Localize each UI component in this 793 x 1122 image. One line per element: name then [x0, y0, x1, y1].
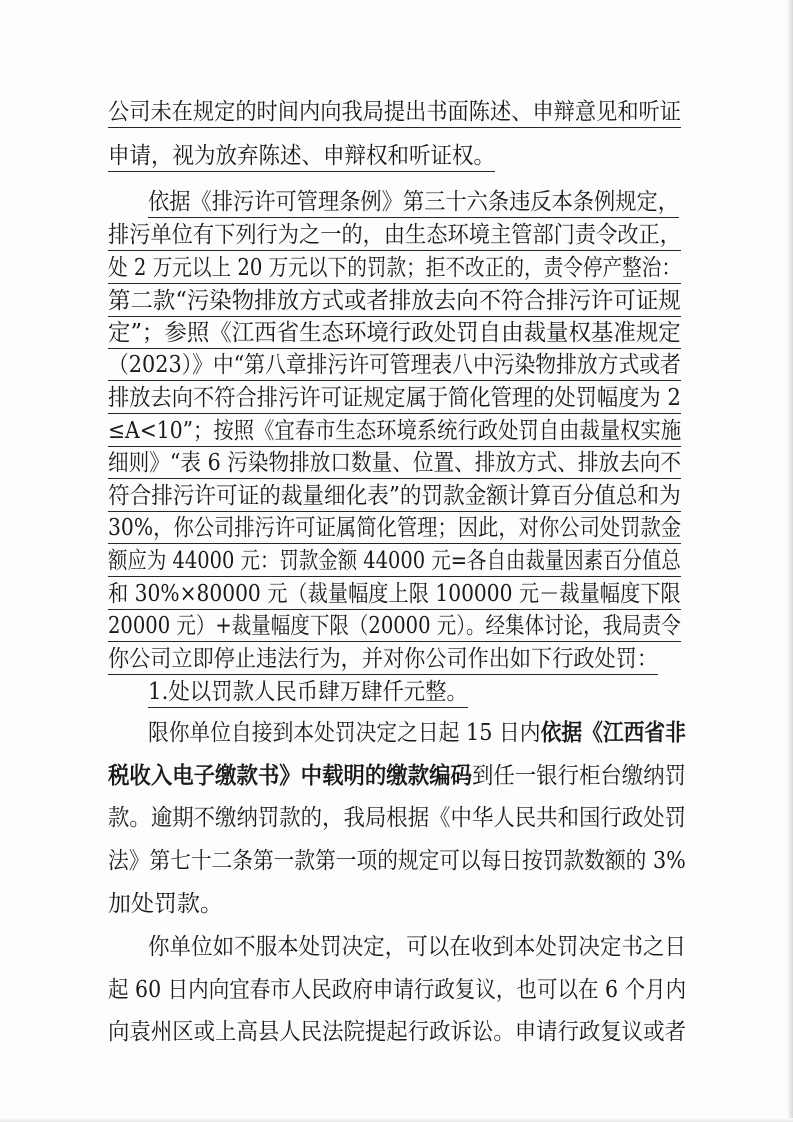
- page-bottom-shadow: [0, 1118, 793, 1122]
- paragraph-2-line-5: 定”；参照《江西省生态环境行政处罚自由裁量权基准规定: [108, 318, 681, 349]
- paragraph-2-line-13: 和 30%×80000 元（裁量幅度上限 100000 元－裁量幅度下限: [108, 579, 681, 610]
- paragraph-2-line-6: （2023）》中“第八章排污许可管理表八中污染物排放方式或者: [108, 350, 681, 381]
- paragraph-2-line-11: 30%，你公司排污许可证属简化管理；因此，对你公司处罚款金: [108, 513, 681, 544]
- paragraph-2-line-4: 第二款“污染物排放方式或者排放去向不符合排污许可证规: [108, 286, 681, 317]
- paragraph-4-line-2-bold-text: 税收入电子缴款书》中载明的缴款编码: [108, 763, 472, 789]
- paragraph-4-line-2: [108, 761, 686, 791]
- paragraph-4-line-5: 加处罚款。: [108, 891, 223, 917]
- paragraph-1-line-1: 公司未在规定的时间内向我局提出书面陈述、申辩意见和听证: [108, 97, 681, 128]
- paragraph-4-line-2-text: 到任一银行柜台缴纳罚: [471, 763, 687, 789]
- paragraph-4-line-1-bold-text: 依据《江西省非: [540, 720, 686, 746]
- paragraph-2-line-1: 依据《排污许可管理条例》第三十六条违反本条例规定，: [148, 187, 679, 218]
- paragraph-5-line-3: 向袁州区或上高县人民法院提起行政诉讼。申请行政复议或者: [108, 1019, 687, 1045]
- paragraph-2-line-2: 排污单位有下列行为之一的，由生态环境主管部门责令改正，: [108, 220, 681, 251]
- paragraph-2-line-10: 符合排污许可证的裁量细化表”的罚款金额计算百分值总和为: [108, 481, 681, 512]
- paragraph-3-line-1: 1.处以罚款人民币肆万肆仟元整。: [148, 677, 468, 708]
- paragraph-2-line-15: 你公司立即停止违法行为，并对你公司作出如下行政处罚：: [108, 644, 658, 675]
- paragraph-2-line-3: 处 2 万元以上 20 万元以下的罚款；拒不改正的，责令停产整治：: [108, 253, 681, 284]
- paragraph-2-line-12: 额应为 44000 元：罚款金额 44000 元=各自由裁量因素百分值总: [108, 546, 681, 577]
- paragraph-4-line-4: 法》第七十二条第一款第一项的规定可以每日按罚款数额的 3%: [108, 848, 686, 874]
- page-edge-shadow: [787, 0, 793, 1122]
- paragraph-5-line-2: 起 60 日内向宜春市人民政府申请行政复议，也可以在 6 个月内: [108, 977, 687, 1003]
- paragraph-4-line-1: [148, 718, 686, 748]
- paragraph-1-line-2: 申请，视为放弃陈述、申辩权和听证权。: [108, 141, 495, 172]
- paragraph-2-line-8: ≤A<10”；按照《宜春市生态环境系统行政处罚自由裁量权实施: [108, 416, 681, 447]
- paragraph-2-line-14: 20000 元）+裁量幅度下限（20000 元）。经集体讨论，我局责令: [108, 611, 681, 642]
- paragraph-4-line-1-text: 限你单位自接到本处罚决定之日起 15 日内: [148, 720, 541, 746]
- paragraph-5-line-1: 你单位如不服本处罚决定，可以在收到本处罚决定书之日: [148, 934, 687, 960]
- paragraph-2-line-7: 排放去向不符合排污许可证规定属于简化管理的处罚幅度为 2: [108, 383, 681, 414]
- paragraph-4-line-3: 款。逾期不缴纳罚款的，我局根据《中华人民共和国行政处罚: [108, 805, 687, 831]
- paragraph-2-line-9: 细则》“表 6 污染物排放口数量、位置、排放方式、排放去向不: [108, 448, 681, 479]
